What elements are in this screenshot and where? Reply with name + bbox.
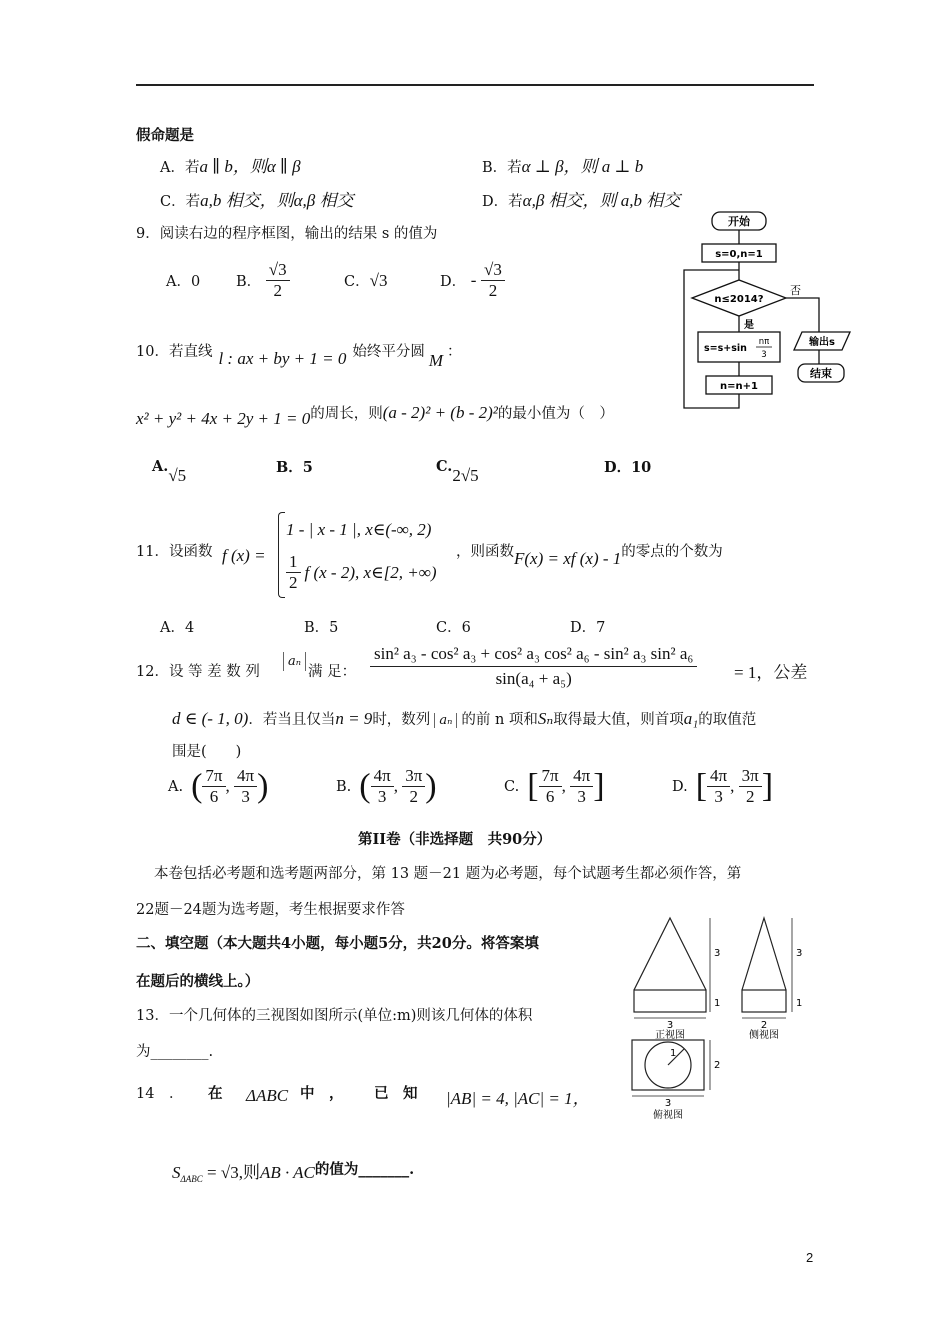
front-view-label: 正视图 bbox=[655, 1030, 685, 1041]
q11-option-b: B．5 bbox=[304, 620, 339, 636]
q14-yi: 已 知 bbox=[374, 1085, 418, 1102]
q11-stem-b: ，则函数F(x) = xf (x) - 1的零点的个数为 bbox=[456, 544, 723, 568]
q11-stem-a: 11．设函数 bbox=[136, 544, 213, 560]
top-height: 2 bbox=[714, 1060, 721, 1071]
q10-option-d: D．10 bbox=[604, 459, 652, 476]
flow-start-text: 开始 bbox=[728, 215, 750, 228]
q12-eq1: = 1，公差 bbox=[734, 663, 808, 682]
q11-brace bbox=[278, 512, 285, 598]
part2-desc2: 22题－24题为选考题，考生根据要求作答 bbox=[136, 902, 405, 918]
q11-case2: $\frac{1}{2}$ f (x - 2), x∈[2, +∞) bbox=[286, 552, 437, 593]
flow-end-text: 结束 bbox=[810, 367, 832, 380]
q14-num: 14 ． bbox=[136, 1086, 184, 1102]
q9-option-d: D． - $\frac{√3}{2}$ bbox=[440, 260, 505, 301]
q13-line2: 为________. bbox=[136, 1044, 214, 1060]
q12-option-d: D. [ $\frac{4\pi}{3}$ , $\frac{3\pi}{2}$ ] bbox=[672, 766, 774, 806]
side-height-bottom: 1 bbox=[796, 998, 803, 1009]
q10-option-c: C.2√5 bbox=[436, 458, 479, 485]
q12-option-a: A. ( $\frac{7\pi}{6}$ , $\frac{4\pi}{3}$ ) bbox=[168, 766, 269, 806]
flow-no-label: 否 bbox=[790, 284, 801, 297]
q12-fraction: $\frac{\text{sin² a₃ - cos² a₃ + cos² a₃ cos² a₆ - sin² a₃ sin² a₆}}{\text{sin(a₄ + a₅)}}$ bbox=[370, 644, 697, 689]
q8-option-c: C．若a,b 相交，则α,β 相交 bbox=[160, 191, 354, 210]
q12-stem-b: 满 足： bbox=[308, 664, 357, 680]
q11-case1: 1 - | x - 1 |, x∈(-∞, 2) bbox=[286, 520, 432, 539]
part2-desc1: 本卷包括必考题和选考题两部分，第 13 题－21 题为必考题，每个试题考生都必须作答，第 bbox=[154, 866, 742, 882]
q14-zhong: 中 ， bbox=[300, 1085, 344, 1102]
q9-option-c: C．√3 bbox=[344, 271, 388, 290]
q14-condition: |AB| = 4, |AC| = 1， bbox=[446, 1089, 590, 1108]
flow-output-text: 输出s bbox=[809, 337, 835, 348]
q12-option-b: B. ( $\frac{4\pi}{3}$ , $\frac{3\pi}{2}$ ) bbox=[336, 766, 437, 806]
flow-init-text: s=0,n=1 bbox=[715, 249, 763, 260]
section2-title1: 二、填空题（本大题共4小题，每小题5分，共20分。将答案填 bbox=[136, 935, 539, 952]
q9-option-b: B． $\frac{√3}{2}$ bbox=[236, 260, 290, 301]
q10-option-a: A.√5 bbox=[152, 458, 187, 485]
front-width: 3 bbox=[666, 1020, 674, 1031]
q8-option-a: A．若a ∥ b，则α ∥ β bbox=[160, 157, 301, 176]
q10-option-b: B．5 bbox=[276, 459, 313, 476]
front-height-top: 3 bbox=[714, 948, 721, 959]
page-number: 2 bbox=[806, 1250, 814, 1265]
q14-triangle: ΔABC bbox=[246, 1086, 289, 1105]
top-width: 3 bbox=[664, 1098, 672, 1109]
q9-option-a: A．0 bbox=[166, 274, 201, 290]
three-view-diagram bbox=[624, 912, 814, 1124]
part2-title: 第II卷（非选择题 共90分） bbox=[358, 831, 552, 848]
section2-title2: 在题后的横线上。） bbox=[136, 973, 260, 990]
header-rule bbox=[136, 84, 814, 86]
q9-stem: 9．阅读右边的程序框图，输出的结果 s 的值为 bbox=[136, 226, 438, 242]
q12-line3: 围是( ) bbox=[172, 744, 242, 760]
q11-option-c: C．6 bbox=[436, 620, 471, 636]
flow-body-den: 3 bbox=[761, 350, 767, 360]
side-height-top: 3 bbox=[796, 948, 803, 959]
front-height-bottom: 1 bbox=[714, 998, 721, 1009]
q11-fx: f (x) = bbox=[222, 546, 266, 565]
q14-zai: 在 bbox=[208, 1085, 223, 1102]
q14-line2: $S_{\Delta ABC} = √3$,则AB · AC的值为_______. bbox=[172, 1161, 415, 1184]
q13-line1: 13．一个几何体的三视图如图所示(单位:m)则该几何体的体积 bbox=[136, 1008, 533, 1024]
q11-option-d: D．7 bbox=[570, 620, 606, 636]
flow-yes-label: 是 bbox=[744, 320, 754, 331]
program-flowchart bbox=[674, 208, 864, 418]
flow-cond-text: n≤2014? bbox=[714, 294, 764, 305]
top-radius: 1 bbox=[670, 1048, 677, 1059]
flow-inc-text: n=n+1 bbox=[720, 381, 758, 392]
side-view-label: 侧视图 bbox=[749, 1030, 779, 1041]
q10-line1: 10．若直线 l : ax + by + 1 = 0 始终平分圆 M ： bbox=[136, 344, 462, 370]
q8-option-d: D．若α,β 相交，则 a,b 相交 bbox=[482, 191, 681, 210]
q10-line2: x² + y² + 4x + 2y + 1 = 0的周长，则(a - 2)² + (b - 2)²的最小值为（ ） bbox=[136, 403, 614, 428]
top-view-label: 俯视图 bbox=[653, 1110, 683, 1121]
flow-body-num: nπ bbox=[758, 337, 770, 347]
q12-option-c: C. [ $\frac{7\pi}{6}$ , $\frac{4\pi}{3}$ ] bbox=[504, 766, 605, 806]
q11-option-a: A．4 bbox=[160, 620, 195, 636]
side-width: 2 bbox=[760, 1020, 768, 1031]
q8-intro: 假命题是 bbox=[136, 127, 194, 144]
flow-body-text: s=s+sin bbox=[704, 343, 747, 354]
q12-an: aₙ bbox=[283, 652, 306, 671]
q8-option-b: B．若α ⊥ β，则 a ⊥ b bbox=[482, 157, 644, 176]
q12-stem-a: 12．设 等 差 数 列 bbox=[136, 664, 260, 680]
q12-line2: d ∈ (- 1, 0)．若当且仅当n = 9时，数列 aₙ 的前 n 项和Sₙ取得最大值，则首项a₁的取值范 bbox=[172, 709, 757, 728]
